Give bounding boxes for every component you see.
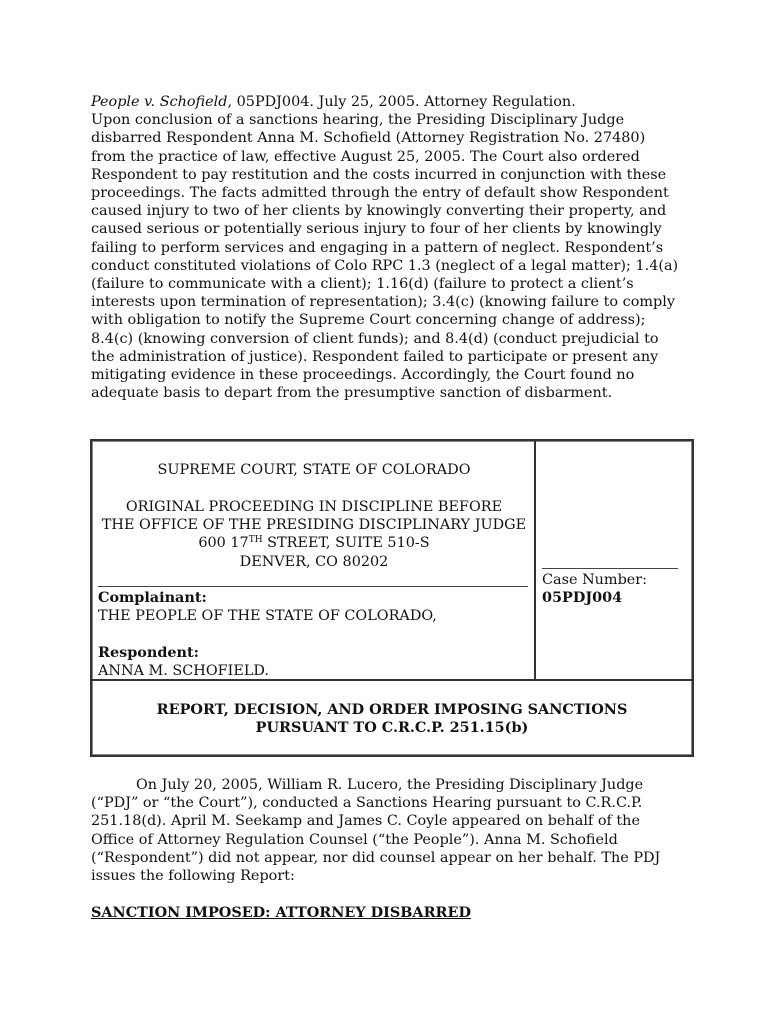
body-line: (“Respondent”) did not appear, nor did counsel appear on her behalf. The PDJ	[91, 849, 661, 866]
title-line: PURSUANT TO C.R.C.P. 251.15(b)	[255, 719, 529, 737]
court-name: SUPREME COURT, STATE OF COLORADO	[157, 462, 471, 478]
summary-line: from the practice of law, effective August 25, 2005. The Court also ordered	[91, 148, 640, 165]
address-suffix: STREET, SUITE 510-S	[262, 535, 430, 552]
summary-line: (failure to communicate with a client); 1.16(d) (failure to protect a client’s	[91, 276, 634, 293]
summary-line: failing to perform services and engaging in a pattern of neglect. Respondent’s	[91, 239, 664, 256]
title-line: REPORT, DECISION, AND ORDER IMPOSING SANCTIONS	[156, 701, 628, 718]
summary-line: caused serious or potentially serious injury to four of her clients by knowingly	[91, 221, 662, 238]
caption-left-cell	[92, 441, 536, 679]
summary-line: Upon conclusion of a sanctions hearing, the Presiding Disciplinary Judge	[91, 112, 625, 129]
case-summary	[91, 93, 681, 402]
summary-line: the administration of justice). Respondent failed to participate or present any	[91, 348, 659, 365]
respondent-block	[98, 644, 528, 680]
complainant-block	[98, 589, 528, 625]
summary-line: caused injury to two of her clients by knowingly converting their property, and	[91, 203, 667, 220]
case-caption-box	[90, 439, 694, 757]
summary-line: mitigating evidence in these proceedings. Accordingly, the Court found no	[91, 367, 635, 384]
case-number-label: Case Number:	[542, 572, 648, 588]
complainant-label: Complainant:	[98, 589, 207, 606]
document-title	[92, 701, 692, 737]
case-name: People v. Schofield	[91, 94, 228, 110]
body-line: Office of Attorney Regulation Counsel (“the People”). Anna M. Schofield	[91, 831, 618, 848]
body-line: On July 20, 2005, William R. Lucero, the Presiding Disciplinary Judge	[136, 777, 644, 793]
summary-line: conduct constituted violations of Colo RPC 1.3 (neglect of a legal matter); 1.4(a)	[91, 257, 679, 274]
caption-title-cell	[92, 679, 692, 755]
summary-line: 8.4(c) (knowing conversion of client funds); and 8.4(d) (conduct prejudicial to	[91, 330, 659, 347]
summary-citation	[91, 93, 681, 111]
respondent-label: Respondent:	[98, 644, 199, 661]
sanction-heading: SANCTION IMPOSED: ATTORNEY DISBARRED	[91, 904, 471, 921]
case-number: 05PDJ004	[542, 589, 623, 607]
respondent-name: ANNA M. SCHOFIELD.	[98, 663, 269, 680]
summary-line: proceedings. The facts admitted through the entry of default show Respondent	[91, 185, 669, 202]
divider-rule	[542, 568, 678, 569]
address-prefix: 600 17	[198, 535, 249, 552]
summary-line: Respondent to pay restitution and the costs incurred in conjunction with these	[91, 166, 667, 183]
body-line: (“PDJ” or “the Court”), conducted a Sanctions Hearing pursuant to C.R.C.P.	[91, 795, 643, 812]
proceeding-line: ORIGINAL PROCEEDING IN DISCIPLINE BEFORE	[125, 499, 503, 515]
summary-line: disbarred Respondent Anna M. Schofield (Attorney Registration No. 27480)	[91, 130, 646, 147]
proceeding-line: THE OFFICE OF THE PRESIDING DISCIPLINARY JUDGE	[101, 517, 527, 534]
divider-rule	[98, 586, 528, 587]
case-info: , 05PDJ004. July 25, 2005. Attorney Regulation.	[227, 94, 576, 110]
summary-line: interests upon termination of representation); 3.4(c) (knowing failure to comply	[91, 294, 675, 311]
court-address	[92, 534, 536, 552]
body-line: 251.18(d). April M. Seekamp and James C. Coyle appeared on behalf of the	[91, 813, 640, 830]
summary-line: with obligation to notify the Supreme Court concerning change of address);	[91, 312, 646, 329]
case-number-block	[542, 571, 647, 607]
proceeding-block	[92, 498, 536, 571]
caption-right-cell	[536, 441, 692, 679]
intro-paragraph	[91, 776, 681, 885]
address-superscript: TH	[248, 535, 263, 546]
court-city: DENVER, CO 80202	[239, 553, 389, 570]
complainant-name: THE PEOPLE OF THE STATE OF COLORADO,	[98, 608, 437, 625]
body-line: issues the following Report:	[91, 868, 295, 885]
summary-line: adequate basis to depart from the presumptive sanction of disbarment.	[91, 385, 613, 402]
